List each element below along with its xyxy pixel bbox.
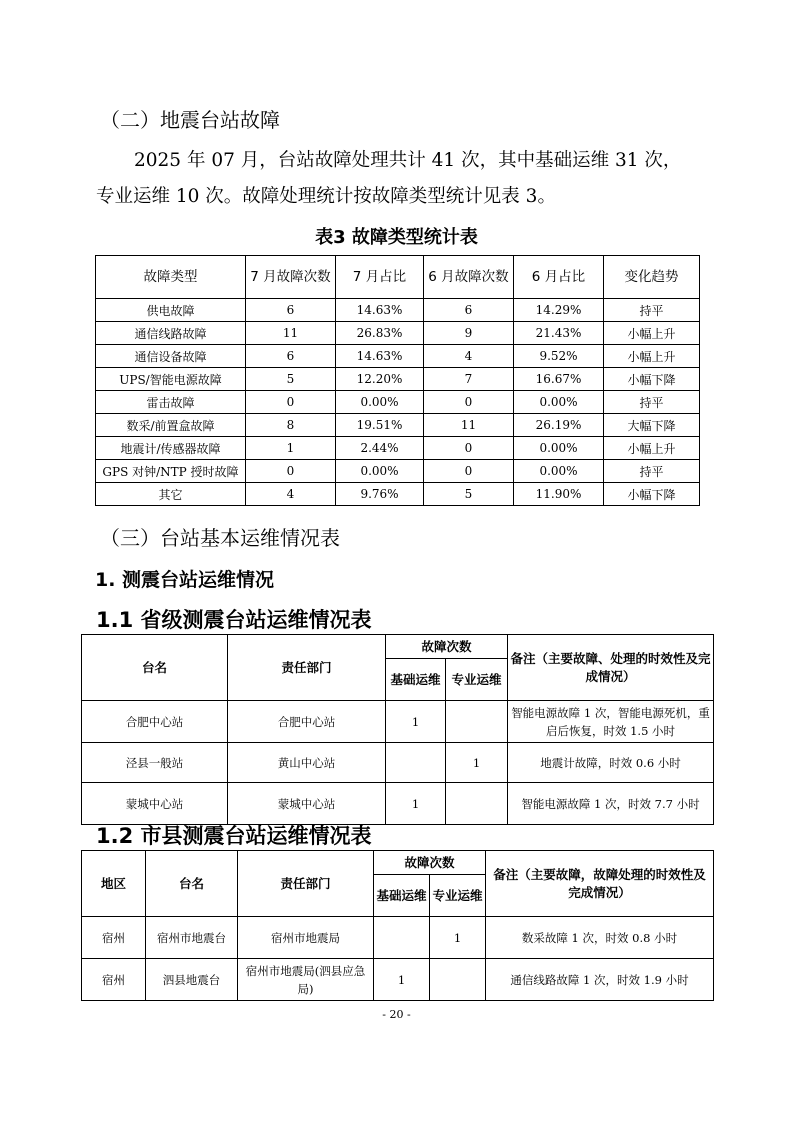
table11-header-dept: 责任部门 [228,635,386,701]
table3-cell: 0.00% [336,391,424,414]
table3-cell: 雷击故障 [96,391,246,414]
table11-cell-basic [386,743,446,783]
table12-cell-name: 泗县地震台 [146,959,238,1001]
table12-header-fault-count: 故障次数 [374,851,486,875]
table11-cell-note: 地震计故障，时效 0.6 小时 [508,743,714,783]
table12-cell-dept: 宿州市地震局(泗县应急局) [238,959,374,1001]
table3-header-row [96,256,700,299]
table11-cell-name: 泾县一般站 [82,743,228,783]
table3-cell: 16.67% [514,368,604,391]
table3-cell: 其它 [96,483,246,506]
table11-heading: 1.1 省级测震台站运维情况表 [96,608,372,632]
table-row [96,299,700,322]
table12-header-region: 地区 [82,851,146,917]
table3-cell: 26.83% [336,322,424,345]
table3-cell: 5 [424,483,514,506]
table-row [96,483,700,506]
table12-cell-note: 通信线路故障 1 次，时效 1.9 小时 [486,959,714,1001]
table-row [96,345,700,368]
table3-cell: 0.00% [336,460,424,483]
table12-header-pro: 专业运维 [430,875,486,917]
table3-cell: 持平 [604,299,700,322]
table3-header: 变化趋势 [604,256,700,299]
table3-cell: 0 [246,460,336,483]
table-row [82,959,714,1001]
table3-header: 6 月故障次数 [424,256,514,299]
city-county-station-table [81,850,714,1001]
table12-cell-basic: 1 [374,959,430,1001]
intro-paragraph: 2025 年 07 月，台站故障处理共计 41 次，其中基础运维 31 次，专业运维 10 次。故障处理统计按故障类型统计见表 3。 [96,150,682,207]
table12-cell-name: 宿州市地震台 [146,917,238,959]
table3-cell: 6 [246,345,336,368]
table3-cell: 0 [424,391,514,414]
table3-cell: 0.00% [514,460,604,483]
table3-cell: 2.44% [336,437,424,460]
table3-cell: 持平 [604,391,700,414]
table11-cell-basic: 1 [386,701,446,743]
table3-cell: 8 [246,414,336,437]
table3-cell: 12.20% [336,368,424,391]
section-heading-station-maintenance: （三）台站基本运维情况表 [100,526,340,550]
table-row [96,368,700,391]
table11-cell-name: 合肥中心站 [82,701,228,743]
table3-cell: 26.19% [514,414,604,437]
table11-cell-name: 蒙城中心站 [82,783,228,825]
fault-type-table [95,255,700,506]
table11-header-fault-count: 故障次数 [386,635,508,659]
table3-cell: 9.76% [336,483,424,506]
table3-cell: 0.00% [514,391,604,414]
subheading-seismic-stations: 1. 测震台站运维情况 [95,569,275,591]
table11-cell-pro [446,783,508,825]
table11-cell-dept: 黄山中心站 [228,743,386,783]
table3-cell: 6 [424,299,514,322]
table3-cell: 小幅上升 [604,322,700,345]
table12-cell-basic [374,917,430,959]
table11-header-pro: 专业运维 [446,659,508,701]
table3-cell: 6 [246,299,336,322]
table-row [82,783,714,825]
table-row [96,460,700,483]
table3-title: 表3 故障类型统计表 [315,227,478,248]
table11-cell-pro [446,701,508,743]
table3-cell: 21.43% [514,322,604,345]
table3-cell: 11.90% [514,483,604,506]
table3-cell: 数采/前置盒故障 [96,414,246,437]
table3-cell: 小幅上升 [604,345,700,368]
table3-header: 7 月故障次数 [246,256,336,299]
table3-cell: UPS/智能电源故障 [96,368,246,391]
table12-cell-region: 宿州 [82,917,146,959]
table11-cell-note: 智能电源故障 1 次，时效 7.7 小时 [508,783,714,825]
table12-header-note: 备注（主要故障，故障处理的时效性及完成情况） [486,851,714,917]
table11-cell-dept: 合肥中心站 [228,701,386,743]
table11-cell-note: 智能电源故障 1 次，智能电源死机，重启后恢复，时效 1.5 小时 [508,701,714,743]
table3-cell: 9.52% [514,345,604,368]
table12-header-basic: 基础运维 [374,875,430,917]
table12-cell-note: 数采故障 1 次，时效 0.8 小时 [486,917,714,959]
table3-cell: 小幅上升 [604,437,700,460]
table3-cell: 通信设备故障 [96,345,246,368]
section-heading-station-faults: （二）地震台站故障 [100,108,280,132]
table3-cell: 0 [424,437,514,460]
table3-cell: 9 [424,322,514,345]
table-row [96,437,700,460]
table-row [96,391,700,414]
table3-cell: 小幅下降 [604,368,700,391]
table12-header-name: 台名 [146,851,238,917]
table12-cell-pro [430,959,486,1001]
table3-cell: 0 [424,460,514,483]
table11-cell-pro: 1 [446,743,508,783]
table3-cell: 0 [246,391,336,414]
table11-header-name: 台名 [82,635,228,701]
provincial-station-table [81,634,714,825]
table3-header: 6 月占比 [514,256,604,299]
table12-heading: 1.2 市县测震台站运维情况表 [96,824,372,848]
table-row [82,743,714,783]
table11-header-note: 备注（主要故障、处理的时效性及完成情况） [508,635,714,701]
table3-cell: 大幅下降 [604,414,700,437]
table12-cell-dept: 宿州市地震局 [238,917,374,959]
table3-header: 7 月占比 [336,256,424,299]
table12-header-dept: 责任部门 [238,851,374,917]
table3-cell: 11 [424,414,514,437]
table3-cell: 4 [246,483,336,506]
table3-cell: 4 [424,345,514,368]
table-row [96,414,700,437]
table3-cell: 地震计/传感器故障 [96,437,246,460]
table12-cell-pro: 1 [430,917,486,959]
table3-cell: GPS 对钟/NTP 授时故障 [96,460,246,483]
table-row [82,917,714,959]
table3-cell: 供电故障 [96,299,246,322]
table11-header-basic: 基础运维 [386,659,446,701]
table3-cell: 11 [246,322,336,345]
page-number: - 20 - [382,1008,411,1021]
table-row [96,322,700,345]
table3-header: 故障类型 [96,256,246,299]
table3-cell: 小幅下降 [604,483,700,506]
table3-cell: 通信线路故障 [96,322,246,345]
table3-cell: 7 [424,368,514,391]
table3-cell: 持平 [604,460,700,483]
table3-cell: 14.63% [336,345,424,368]
table12-cell-region: 宿州 [82,959,146,1001]
table3-cell: 1 [246,437,336,460]
table-row [82,701,714,743]
table11-cell-dept: 蒙城中心站 [228,783,386,825]
table11-cell-basic: 1 [386,783,446,825]
table3-cell: 0.00% [514,437,604,460]
table3-cell: 5 [246,368,336,391]
table3-cell: 14.29% [514,299,604,322]
table3-cell: 14.63% [336,299,424,322]
table3-cell: 19.51% [336,414,424,437]
